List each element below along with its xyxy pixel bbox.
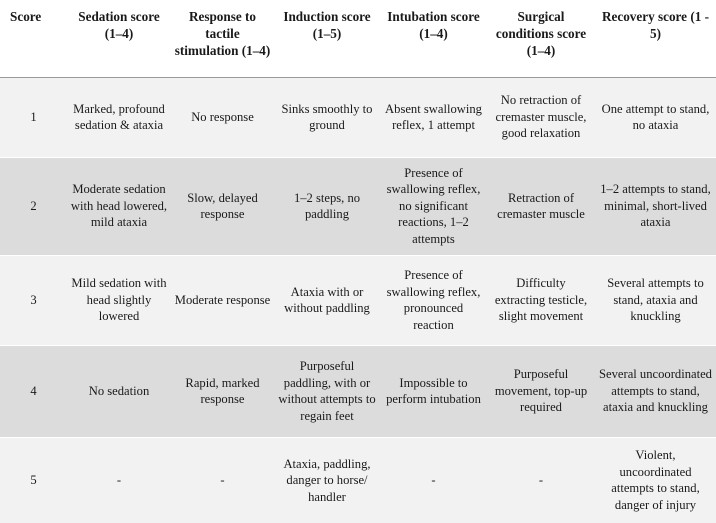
header-score: Score <box>0 0 67 77</box>
tactile-response-cell: Slow, delayed response <box>171 157 274 255</box>
induction-cell: Ataxia, paddling, danger to horse/ handler <box>274 437 380 523</box>
surgical-conditions-cell: - <box>487 437 595 523</box>
sedation-cell: Marked, profound sedation & ataxia <box>67 77 171 157</box>
tactile-response-cell: Moderate response <box>171 255 274 345</box>
intubation-cell: Presence of swallowing reflex, no significant reactions, 1–2 attempts <box>380 157 487 255</box>
recovery-cell: One attempt to stand, no ataxia <box>595 77 716 157</box>
surgical-conditions-cell: Retraction of cremaster muscle <box>487 157 595 255</box>
intubation-cell: - <box>380 437 487 523</box>
header-sedation: Sedation score (1–4) <box>67 0 171 77</box>
table-row <box>0 437 716 523</box>
induction-cell: Sinks smoothly to ground <box>274 77 380 157</box>
table-row <box>0 255 716 345</box>
intubation-cell: Presence of swallowing reflex, pronounced reaction <box>380 255 487 345</box>
surgical-conditions-cell: No retraction of cremaster muscle, good relaxation <box>487 77 595 157</box>
recovery-cell: 1–2 attempts to stand, minimal, short-lived ataxia <box>595 157 716 255</box>
header-intubation: Intubation score (1–4) <box>380 0 487 77</box>
induction-cell: Ataxia with or without paddling <box>274 255 380 345</box>
intubation-cell: Impossible to perform intubation <box>380 345 487 437</box>
intubation-cell: Absent swallowing reflex, 1 attempt <box>380 77 487 157</box>
surgical-conditions-cell: Purposeful movement, top-up required <box>487 345 595 437</box>
header-surgical-conditions: Surgical conditions score (1–4) <box>487 0 595 77</box>
induction-cell: Purposeful paddling, with or without attempts to regain feet <box>274 345 380 437</box>
recovery-cell: Violent, uncoordinated attempts to stand, danger of injury <box>595 437 716 523</box>
surgical-conditions-cell: Difficulty extracting testicle, slight movement <box>487 255 595 345</box>
score-cell: 4 <box>0 345 67 437</box>
header-induction: Induction score (1–5) <box>274 0 380 77</box>
sedation-cell: Moderate sedation with head lowered, mild ataxia <box>67 157 171 255</box>
table-row <box>0 77 716 157</box>
tactile-response-cell: Rapid, marked response <box>171 345 274 437</box>
recovery-cell: Several uncoordinated attempts to stand, ataxia and knuckling <box>595 345 716 437</box>
table-row <box>0 157 716 255</box>
induction-cell: 1–2 steps, no paddling <box>274 157 380 255</box>
recovery-cell: Several attempts to stand, ataxia and knuckling <box>595 255 716 345</box>
header-tactile-response: Response to tactile stimulation (1–4) <box>171 0 274 77</box>
tactile-response-cell: - <box>171 437 274 523</box>
score-cell: 1 <box>0 77 67 157</box>
sedation-cell: Mild sedation with head slightly lowered <box>67 255 171 345</box>
sedation-cell: - <box>67 437 171 523</box>
tactile-response-cell: No response <box>171 77 274 157</box>
table-row <box>0 345 716 437</box>
sedation-cell: No sedation <box>67 345 171 437</box>
header-row <box>0 0 716 77</box>
score-cell: 3 <box>0 255 67 345</box>
score-cell: 5 <box>0 437 67 523</box>
score-cell: 2 <box>0 157 67 255</box>
header-recovery: Recovery score (1 - 5) <box>595 0 716 77</box>
